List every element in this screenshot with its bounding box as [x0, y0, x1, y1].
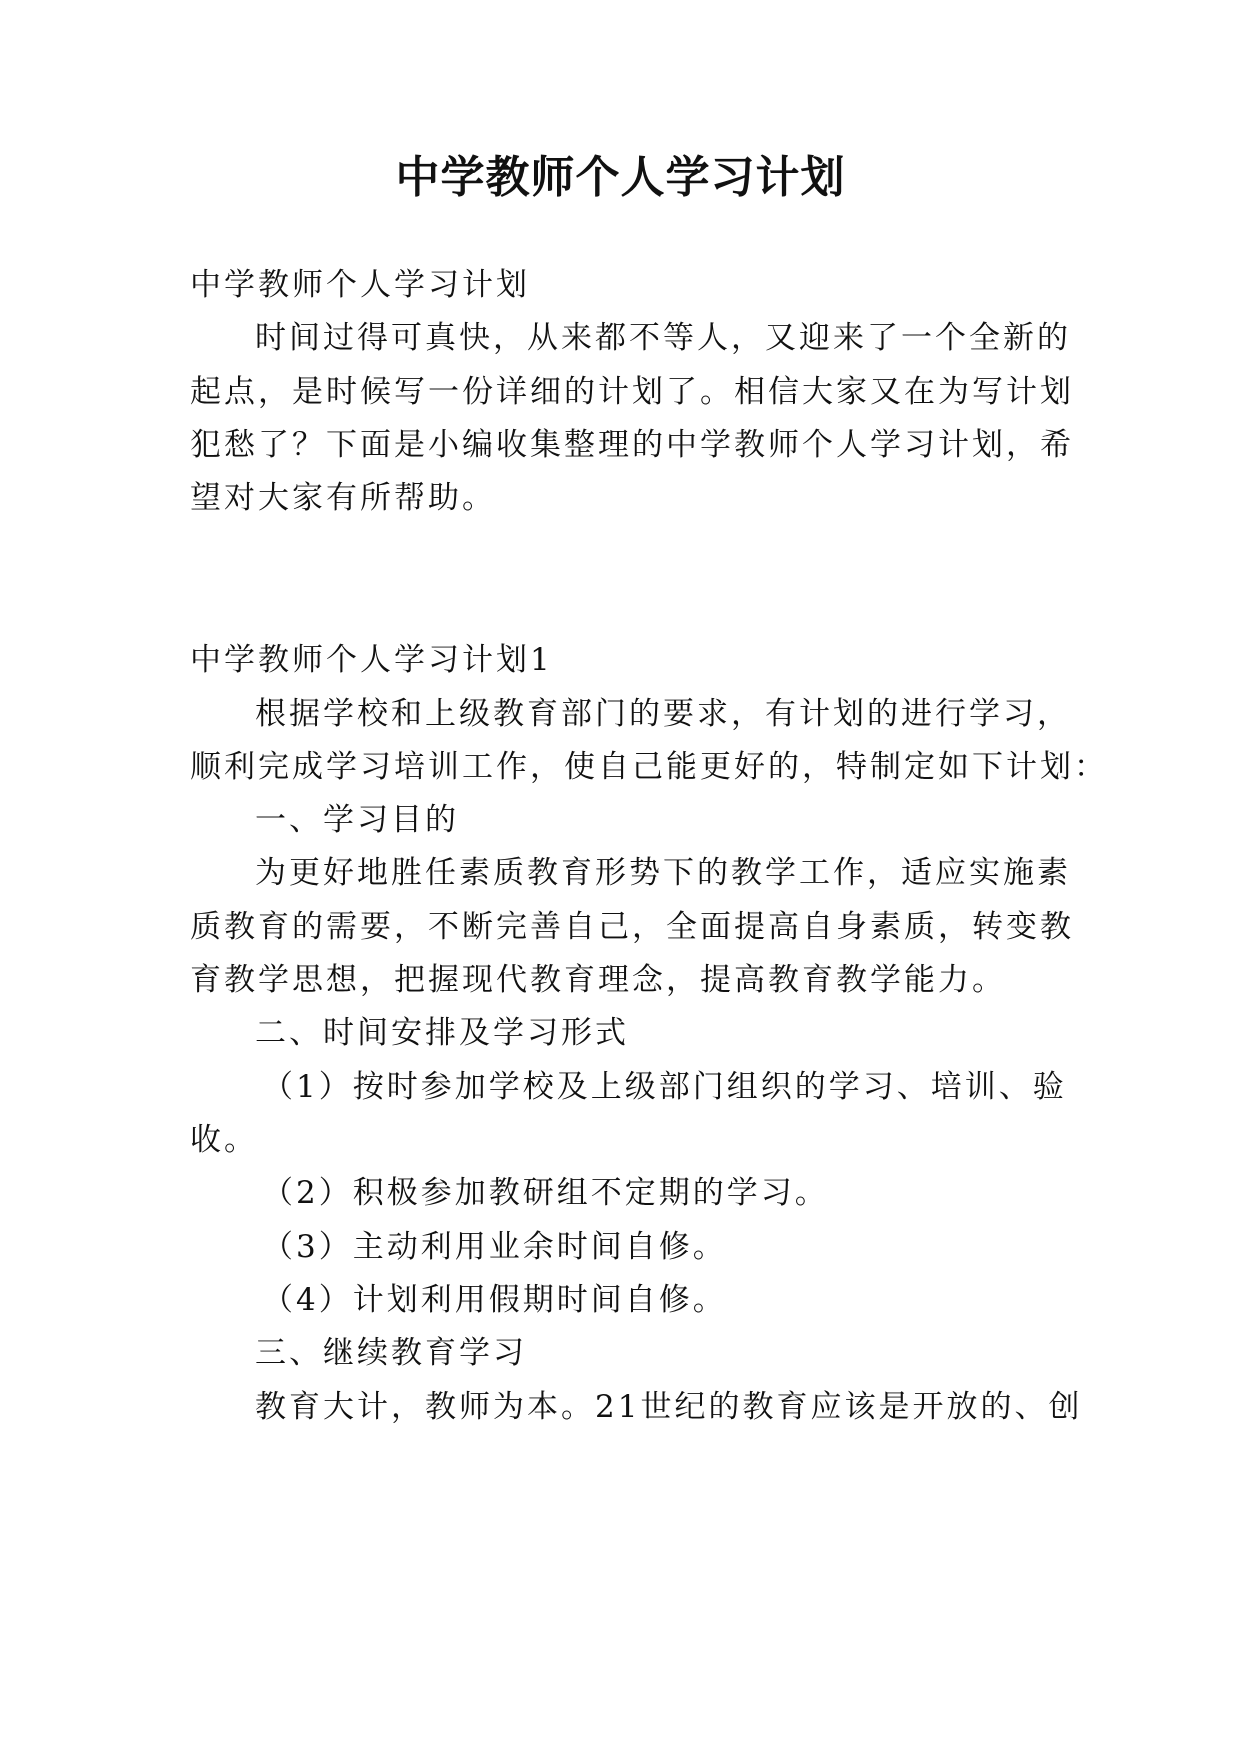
list-item: （1）按时参加学校及上级部门组织的学习、培训、验 [262, 1069, 1067, 1105]
body-line: 犯愁了？下面是小编收集整理的中学教师个人学习计划，希 [190, 427, 1074, 463]
body-line: 教育大计，教师为本。21世纪的教育应该是开放的、创 [255, 1389, 1083, 1425]
list-item: 收。 [190, 1122, 258, 1158]
body-line: 为更好地胜任素质教育形势下的教学工作，适应实施素 [255, 855, 1071, 891]
body-line: 育教学思想，把握现代教育理念，提高教育教学能力。 [190, 962, 1006, 998]
document-title: 中学教师个人学习计划 [395, 152, 846, 203]
body-line: 顺利完成学习培训工作，使自己能更好的，特制定如下计划： [190, 749, 1108, 785]
body-line: 时间过得可真快，从来都不等人，又迎来了一个全新的 [255, 320, 1071, 356]
subheading-line: 三、继续教育学习 [255, 1335, 527, 1371]
subheading-line: 二、时间安排及学习形式 [255, 1015, 629, 1051]
body-line: 根据学校和上级教育部门的要求，有计划的进行学习， [255, 696, 1071, 732]
body-line: 质教育的需要，不断完善自己，全面提高自身素质，转变教 [190, 909, 1074, 945]
body-line: 起点，是时候写一份详细的计划了。相信大家又在为写计划 [190, 374, 1074, 410]
list-item: （3）主动利用业余时间自修。 [262, 1229, 727, 1265]
list-item: （2）积极参加教研组不定期的学习。 [262, 1175, 829, 1211]
body-line: 望对大家有所帮助。 [190, 480, 496, 516]
subtitle-line: 中学教师个人学习计划 [190, 267, 530, 303]
subheading-line: 一、学习目的 [255, 802, 459, 838]
list-item: （4）计划利用假期时间自修。 [262, 1282, 727, 1318]
section-heading: 中学教师个人学习计划1 [190, 642, 553, 678]
